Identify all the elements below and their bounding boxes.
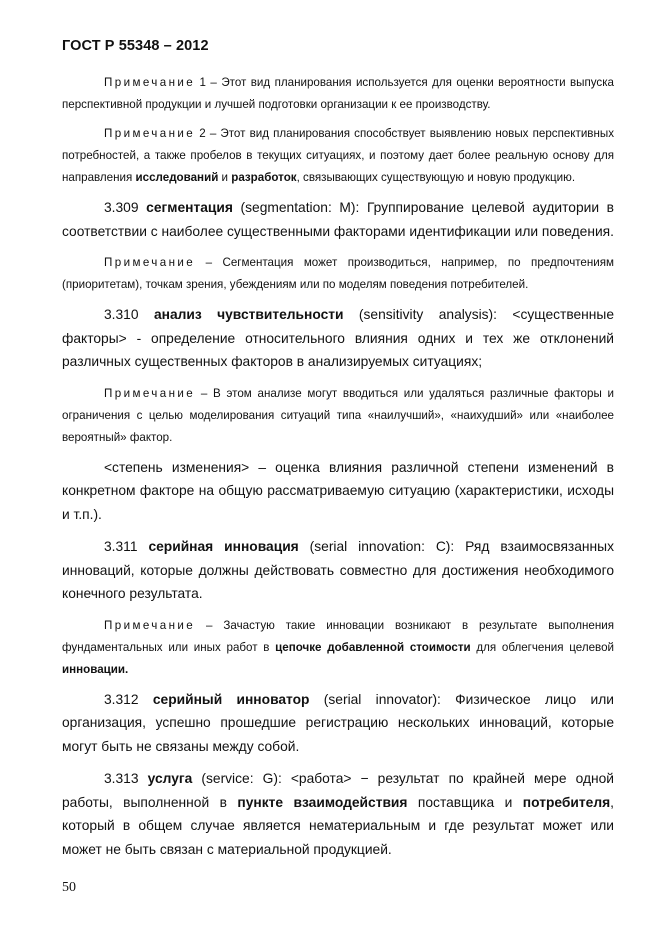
term-3309 [62,196,614,243]
term-name: сегментация [146,200,233,215]
term-definition: (segmentation: M): Группирование целевой аудитории в соответствии с наиболее существенными факторами идентификации или поведения. [62,200,614,239]
note-3310 [62,383,614,449]
term-3310 [62,303,614,374]
term-definition: , который в общем случае является нематериальным и где результат может или может не быть связан с материальной продукцией. [62,794,614,857]
note-text: 2 – Этот вид планирования способствует выявлению новых перспективных потребностей, а также пробелов в текущих ситуациях, и поэтому дает более реальную основу для направления [62,127,614,184]
term-link-innovation: инновации. [62,662,129,676]
note-text: и [218,171,232,184]
note-1 [62,72,614,116]
term-link-research: исследований [135,171,219,184]
term-definition: (sensitivity analysis): <существенные факторы> - определение относительного влияния одних и тех же отклонений различных существенных факторов в анализируемых ситуациях; [62,307,615,369]
note-label: Примечание [104,127,196,140]
note-text: – Зачастую такие инновации возникают в результате выполнения фундаментальных или иных работ в [62,618,614,654]
note-text: , связывающих существующую и новую продукцию. [296,171,576,184]
document-header: ГОСТ Р 55348 – 2012 [62,38,209,54]
note-label: Примечание [104,76,196,89]
note-label: Примечание [104,256,196,269]
term-number: 3.313 [104,771,148,786]
document-body [62,72,614,870]
term-number: 3.309 [104,200,147,215]
term-definition: (service: G): <работа> − результат по крайней мере одной работы, выполненной в [62,771,614,810]
term-link-interaction-point: пункте взаимодействия [237,794,408,810]
note-text: 1 – Этот вид планирования используется для оценки вероятности выпуска перспективной продукции и лучшей подготовки организации к ее производству. [62,76,614,111]
term-3313 [62,767,614,861]
note-label: Примечание [104,618,196,632]
term-name: серийный инноватор [152,691,310,707]
term-link-development: разработок [231,171,297,184]
note-label: Примечание [104,386,196,400]
term-link-consumer: потребителя [522,794,611,810]
term-definition: поставщика и [407,794,523,810]
note-2 [62,123,614,189]
term-link-value-chain: цепочке добавленной стоимости [275,640,471,654]
term-definition: (serial innovator): Физическое лицо или организация, успешно прошедшие регистрацию нескольких инноваций, которые могут быть не связаны между собой. [62,691,614,754]
note-3311 [62,615,614,681]
term-number: 3.310 [104,307,154,322]
note-3309 [62,252,614,296]
term-number: 3.311 [104,539,149,554]
term-number: 3.312 [104,691,153,707]
term-3311 [62,535,614,606]
note-text: – В этом анализе могут вводиться или удаляться различные факторы и ограничения с целью моделирования ситуаций типа «наилучший», «наихудший» или «наиболее вероятный» фактор. [62,386,614,444]
note-text: – Сегментация может производиться, например, по предпочтениям (приоритетам), точкам зрения, убеждениям или по моделям поведения потребителей. [62,256,614,291]
note-text: для облегчения целевой [470,640,614,654]
term-name: услуга [147,771,193,786]
term-3310-continuation: <степень изменения> – оценка влияния различной степени изменений в конкретном факторе на общую рассматриваемую ситуацию (характеристики, исходы и т.п.). [62,459,614,522]
term-definition: (serial innovation: C): Ряд взаимосвязанных инноваций, которые должны действовать совместно для достижения необходимого конечного результата. [62,539,614,601]
page-number: 50 [62,880,76,895]
term-3312 [62,688,614,759]
term-name: серийная инновация [148,539,299,554]
term-name: анализ чувствительности [153,307,344,322]
